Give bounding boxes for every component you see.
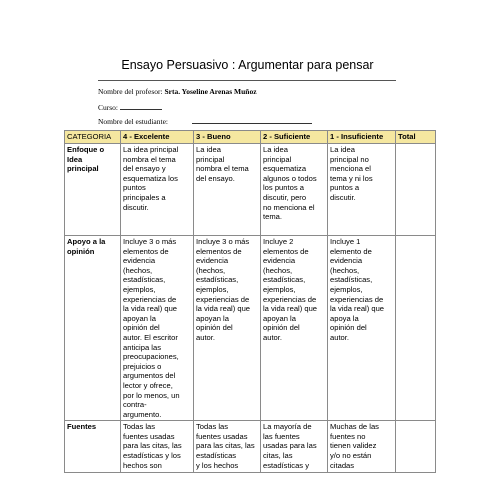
student-line [98, 116, 312, 126]
row-category [65, 144, 121, 236]
table-cell [328, 236, 396, 421]
course-blank[interactable] [120, 102, 162, 110]
total-cell[interactable] [396, 144, 436, 236]
cell-text: Incluye 3 o más elementos de evidencia (hechos, estadísticas, ejemplos, experiencias de la vida real) que apoyan la opinión del autor. [196, 237, 251, 342]
header-category: CATEGORIA [65, 131, 121, 144]
header-suficiente: 2 - Suficiente [261, 131, 328, 144]
cell-text: Todas las fuentes usadas para las citas, las estadísticas y los hechos son [123, 422, 182, 470]
course-line [98, 102, 162, 112]
total-cell[interactable] [396, 421, 436, 473]
rubric-table [64, 130, 436, 473]
cell-text: La idea principal esquematiza algunos o todos los puntos a discutir, pero no menciona el tema. [263, 145, 317, 222]
table-row [65, 421, 436, 473]
cell-text: Incluye 1 elemento de evidencia (hechos, estadísticas, ejemplos, experiencias de la vida real) que apoya la opinión del autor. [330, 237, 385, 342]
teacher-line [98, 87, 257, 96]
cell-text: Muchas de las fuentes no tienen validez y/o no están citadas [330, 422, 379, 470]
cell-text: Todas las fuentes usadas para las citas, las estadísticas y los hechos [196, 422, 255, 470]
course-label: Curso: [98, 103, 119, 112]
cell-text: La mayoría de las fuentes usadas para las citas, las estadísticas y [263, 422, 317, 470]
header-insuficiente: 1 - Insuficiente [328, 131, 396, 144]
table-cell [261, 421, 328, 473]
teacher-name: Srta. Yoseline Arenas Muñoz [164, 87, 257, 96]
row-category [65, 421, 121, 473]
row-category-text: Fuentes [67, 422, 97, 432]
cell-text: La idea principal no menciona el tema y ni los puntos a discutir. [330, 145, 373, 202]
table-row [65, 236, 436, 421]
table-cell [121, 144, 194, 236]
table-cell [261, 144, 328, 236]
table-cell [121, 421, 194, 473]
row-category [65, 236, 121, 421]
table-cell [194, 144, 261, 236]
header-row [65, 131, 436, 144]
cell-text: Incluye 3 o más elementos de evidencia (hechos, estadísticas, ejemplos, experiencias de la vida real) que apoyan la opinión del autor. El escritor anticipa las preocupaciones, prejuicios o argumentos del lector y ofrece, por lo menos, un contra- argumento. [123, 237, 180, 419]
table-cell [121, 236, 194, 421]
row-category-text: Enfoque o Idea principal [67, 145, 105, 174]
table-cell [194, 236, 261, 421]
total-cell[interactable] [396, 236, 436, 421]
title-divider [98, 80, 396, 81]
cell-text: La idea principal nombra el tema del ensayo y esquematiza los puntos principales a discutir. [123, 145, 179, 212]
cell-text: La idea principal nombra el tema del ensayo. [196, 145, 249, 183]
table-cell [194, 421, 261, 473]
cell-text: Incluye 2 elementos de evidencia (hechos, estadísticas, ejemplos, experiencias de la vida real) que apoyan la opinión del autor. [263, 237, 318, 342]
student-label: Nombre del estudiante: [98, 117, 168, 126]
teacher-label: Nombre del profesor: [98, 87, 163, 96]
table-cell [328, 421, 396, 473]
header-excelente: 4 - Excelente [121, 131, 194, 144]
header-total: Total [396, 131, 436, 144]
table-row [65, 144, 436, 236]
header-bueno: 3 - Bueno [194, 131, 261, 144]
row-category-text: Apoyo a la opinión [67, 237, 106, 256]
table-cell [328, 144, 396, 236]
document-title: Ensayo Persuasivo : Argumentar para pensar [121, 58, 374, 72]
student-blank[interactable] [192, 116, 312, 124]
table-cell [261, 236, 328, 421]
